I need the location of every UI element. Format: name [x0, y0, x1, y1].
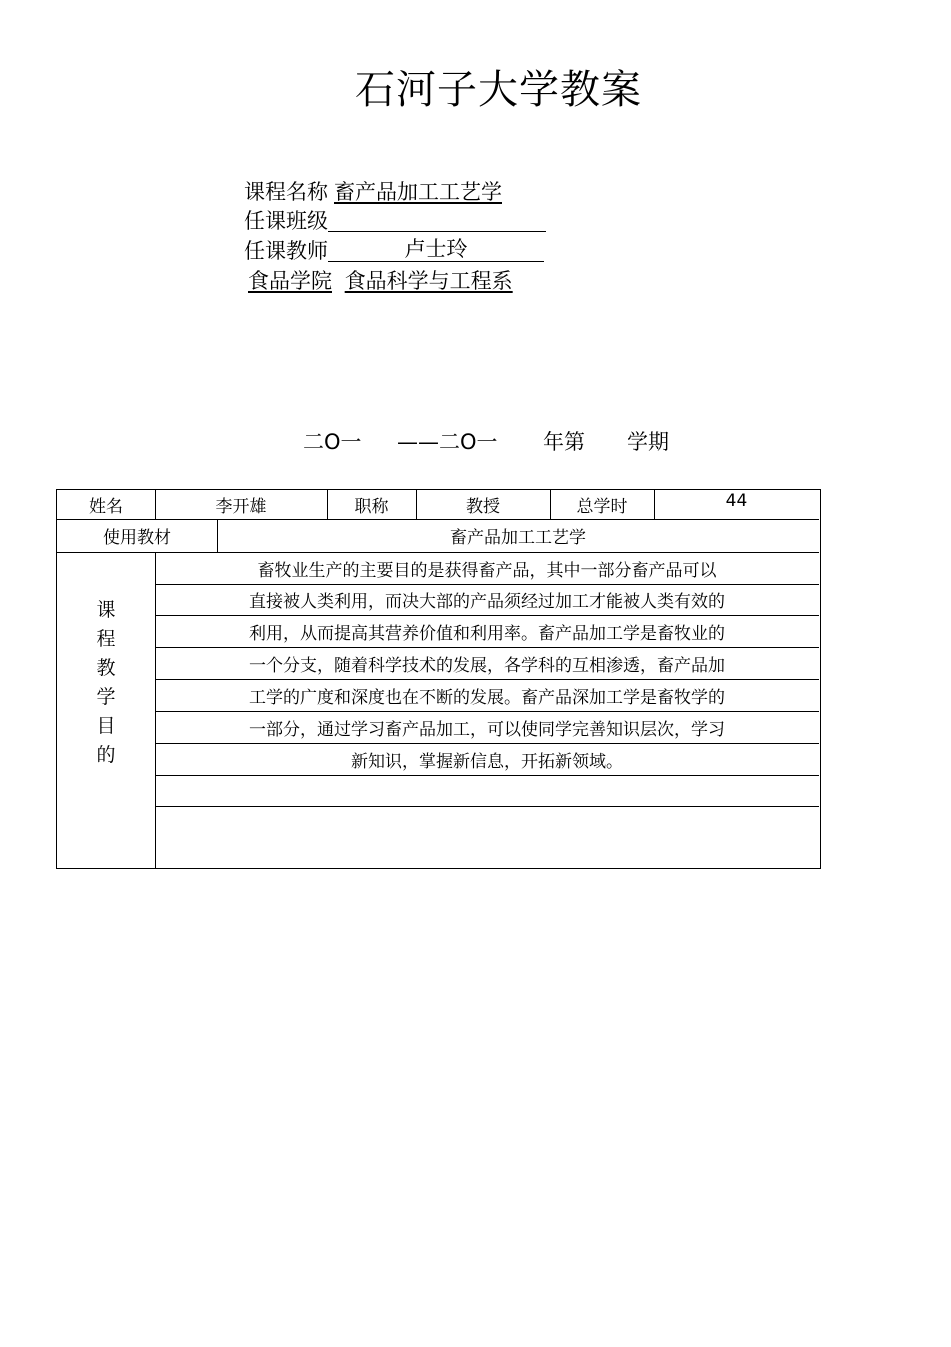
row-divider: [155, 775, 819, 776]
title-label: 职称: [354, 497, 389, 517]
purpose-line: 利用，从而提高其营养价值和利用率。畜产品加工学是畜牧业的: [249, 623, 725, 644]
course-name-label: 课程名称: [244, 180, 328, 204]
purpose-label-char: 目: [96, 715, 116, 737]
college-line: [248, 267, 513, 295]
purpose-label-char: 教: [96, 657, 116, 679]
purpose-label-char: 课: [96, 599, 116, 621]
purpose-line: 畜牧业生产的主要目的是获得畜产品，其中一部分畜产品可以: [257, 560, 717, 581]
course-name-line: [244, 178, 502, 206]
purpose-line: 工学的广度和深度也在不断的发展。畜产品深加工学是畜牧学的: [249, 687, 725, 708]
title-value: 教授: [466, 497, 500, 517]
course-info-table: [56, 489, 821, 869]
term-year-end: ——二O一: [397, 430, 498, 454]
class-label: 任课班级: [244, 209, 328, 233]
document-title: 石河子大学教案: [355, 67, 642, 113]
purpose-line: 一部分，通过学习畜产品加工，可以使同学完善知识层次，学习: [249, 719, 725, 740]
term-semester-label: 学期: [627, 430, 669, 454]
term-year-start: 二O一: [303, 430, 362, 454]
purpose-label-char: 程: [96, 628, 116, 650]
name-label: 姓名: [89, 497, 123, 517]
name-value: 李开雄: [215, 497, 267, 517]
purpose-line: 新知识，掌握新信息，开拓新领域。: [351, 751, 623, 772]
purpose-label-char: 学: [96, 686, 116, 708]
department-name: 食品科学与工程系: [344, 269, 513, 293]
college-name: 食品学院: [248, 269, 332, 293]
class-line: [244, 207, 546, 235]
purpose-label: [57, 596, 155, 770]
term-line: [0, 426, 951, 456]
teacher-line: [244, 237, 544, 265]
textbook-value: 畜产品加工工艺学: [450, 528, 586, 548]
purpose-line: 直接被人类利用，而决大部的产品须经过加工才能被人类有效的: [249, 592, 725, 612]
hours-label: 总学时: [576, 497, 628, 517]
teacher-label: 任课教师: [244, 239, 328, 263]
purpose-label-char: 的: [96, 744, 116, 766]
textbook-label: 使用教材: [103, 528, 171, 548]
teacher-value: 卢士玲: [328, 237, 544, 262]
class-blank: [328, 207, 546, 232]
course-name-value: 畜产品加工工艺学: [334, 180, 502, 204]
hours-value: 44: [725, 491, 748, 511]
term-year-label: 年第: [543, 430, 585, 454]
row-divider: [155, 806, 819, 807]
purpose-line: 一个分支，随着科学技术的发展，各学科的互相渗透，畜产品加: [249, 655, 725, 676]
